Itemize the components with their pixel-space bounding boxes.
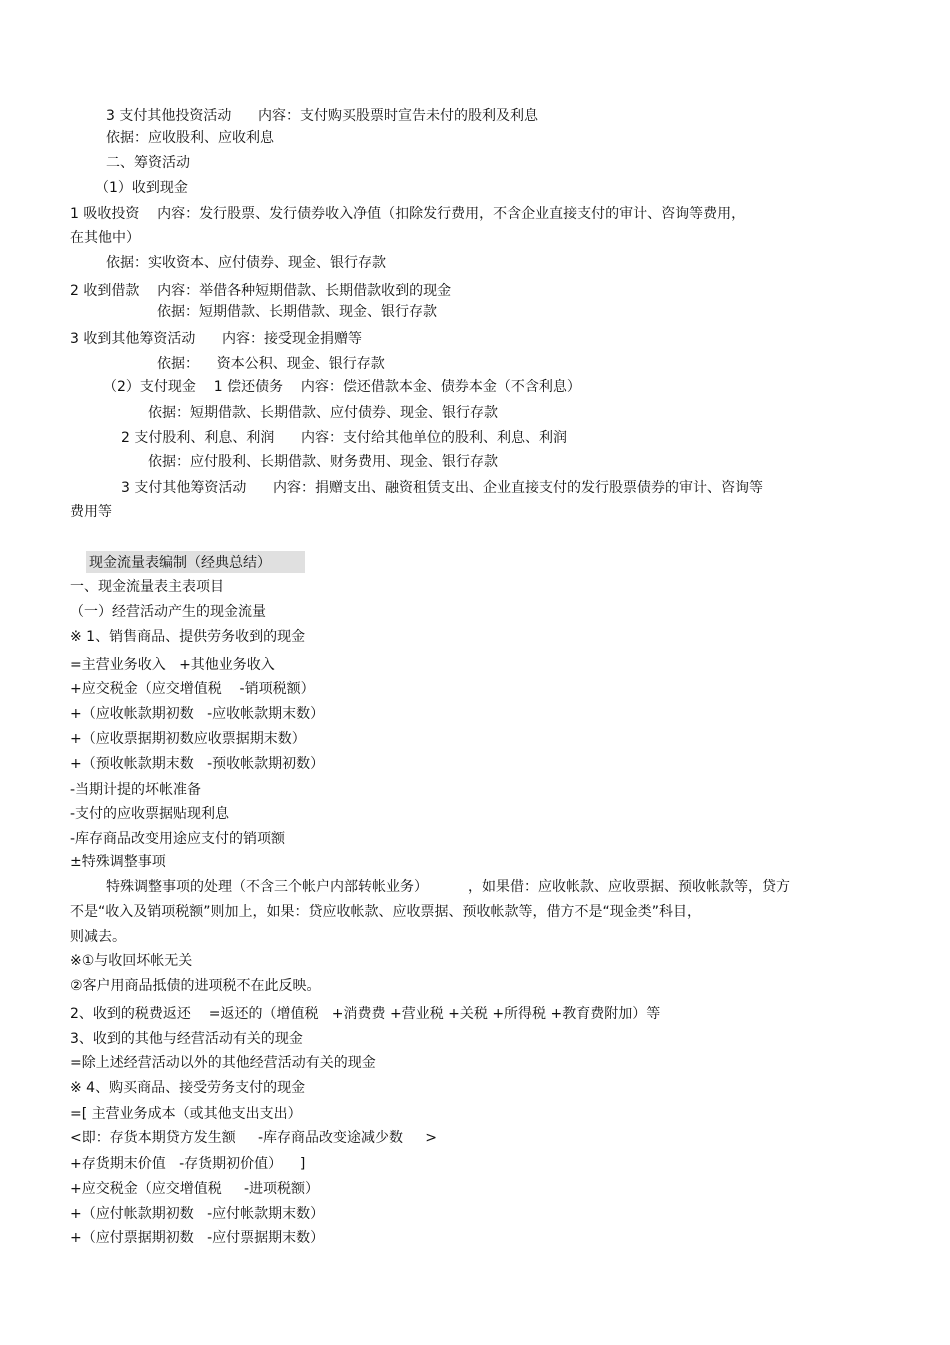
formula-line: -支付的应收票据贴现利息 [70,806,230,822]
formula-line: =除上述经营活动以外的其他经营活动有关的现金 [70,1055,376,1071]
text-line: 则减去。 [70,929,126,945]
text-line: 2 收到借款 内容：举借各种短期借款、长期借款收到的现金 [70,283,452,299]
text-line: 3 支付其他筹资活动 内容：捐赠支出、融资租赁支出、企业直接支付的发行股票债券的审计、咨询等 [121,480,764,496]
subsection-heading: （2）支付现金 1 偿还债务 内容：偿还借款本金、债券本金（不含利息） [103,379,581,395]
document-title: 现金流量表编制（经典总结） [89,555,271,571]
formula-line: +存货期末价值 -存货期初价值） ] [70,1156,306,1172]
subsection-heading: （1）收到现金 [95,180,188,196]
item-heading: ※ 1、销售商品、提供劳务收到的现金 [70,629,306,645]
formula-line: +（预收帐款期末数 -预收帐款期初数） [70,756,325,772]
text-line: 不是“收入及销项税额”则加上，如果：贷应收帐款、应收票据、预收帐款等，借方不是“现金类”科目， [70,904,702,920]
section-heading: 一、现金流量表主表项目 [70,579,224,595]
text-line: 依据：应收股利、应收利息 [106,130,274,146]
formula-line: ±特殊调整事项 [70,854,166,870]
formula-line: +（应收帐款期初数 -应收帐款期末数） [70,706,325,722]
text-line: 2 支付股利、利息、利润 内容：支付给其他单位的股利、利息、利润 [121,430,568,446]
formula-line: -当期计提的坏帐准备 [70,782,202,798]
text-line: 特殊调整事项的处理（不含三个帐户内部转帐业务） ，如果借：应收帐款、应收票据、预收帐款等，贷方 [106,879,791,895]
note-line: ②客户用商品抵债的进项税不在此反映。 [70,978,321,994]
item-heading: 2、收到的税费返还 =返还的（增值税 +消费费 +营业税 +关税 +所得税 +教育费附加）等 [70,1006,661,1022]
item-heading: 3、收到的其他与经营活动有关的现金 [70,1031,303,1047]
text-line: 在其他中） [70,230,140,246]
text-line: 依据：短期借款、长期借款、现金、银行存款 [157,304,437,320]
text-line: 3 支付其他投资活动 内容：支付购买股票时宣告未付的股利及利息 [106,108,539,124]
text-line: 依据：实收资本、应付债券、现金、银行存款 [106,255,386,271]
section-heading: 二、筹资活动 [106,155,190,171]
text-line: 1 吸收投资 内容：发行股票、发行债券收入净值（扣除发行费用，不含企业直接支付的审计、咨询等费用， [70,206,746,222]
formula-line: -库存商品改变用途应支付的销项额 [70,831,286,847]
formula-line: +（应收票据期初数应收票据期末数） [70,731,306,747]
subsection-heading: （一）经营活动产生的现金流量 [70,604,266,620]
item-heading: ※ 4、购买商品、接受劳务支付的现金 [70,1080,306,1096]
text-line: 3 收到其他筹资活动 内容：接受现金捐赠等 [70,331,363,347]
note-line: ※①与收回坏帐无关 [70,953,193,969]
text-line: 依据：应付股利、长期借款、财务费用、现金、银行存款 [148,454,498,470]
formula-line: +应交税金（应交增值税 -进项税额） [70,1181,320,1197]
text-line: 依据：短期借款、长期借款、应付债券、现金、银行存款 [148,405,498,421]
text-line: 依据： 资本公积、现金、银行存款 [157,356,385,372]
formula-line: +应交税金（应交增值税 -销项税额） [70,681,315,697]
formula-line: <即：存货本期贷方发生额 -库存商品改变途减少数 > [70,1130,438,1146]
formula-line: +（应付帐款期初数 -应付帐款期末数） [70,1206,325,1222]
formula-line: +（应付票据期初数 -应付票据期末数） [70,1230,325,1246]
formula-line: =主营业务收入 +其他业务收入 [70,657,275,673]
formula-line: =[ 主营业务成本（或其他支出支出） [70,1106,302,1122]
text-line: 费用等 [70,504,112,520]
